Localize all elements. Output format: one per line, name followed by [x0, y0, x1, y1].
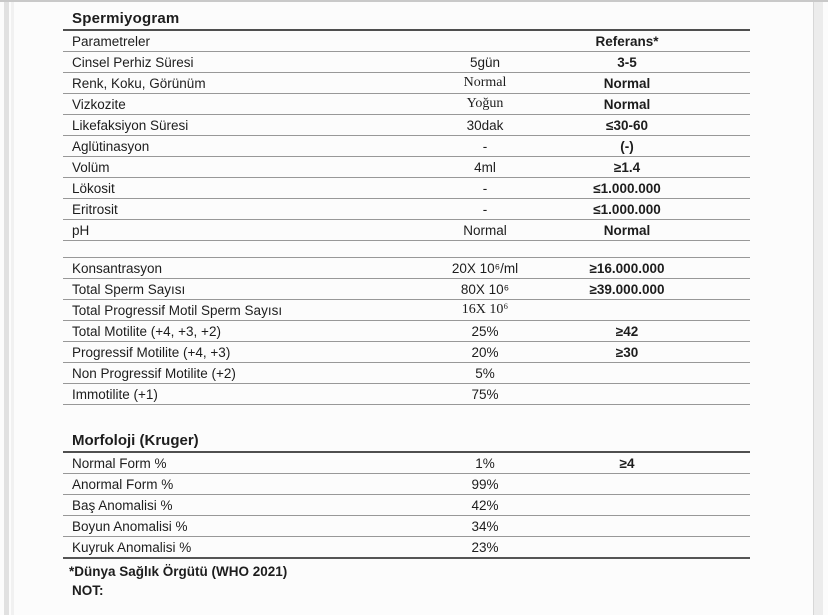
- table-header-row: [63, 31, 750, 52]
- reference-value: ≤1.000.000: [593, 201, 661, 217]
- table-row: [63, 321, 750, 342]
- table-row: [63, 363, 750, 384]
- reference-value: ≥16.000.000: [589, 260, 665, 276]
- table-row: [63, 157, 750, 178]
- param-label: Immotilite (+1): [72, 386, 158, 402]
- result-value: -: [482, 138, 488, 154]
- table-row: [63, 52, 750, 73]
- result-value: Normal: [463, 222, 507, 238]
- page-right-edge-2: [814, 2, 823, 615]
- note-label: NOT:: [72, 583, 104, 598]
- result-value: 20X 10⁶/ml: [451, 260, 519, 276]
- param-label: Kuyruk Anomalisi %: [72, 539, 192, 555]
- result-value: 1%: [475, 455, 495, 471]
- table-row: [63, 342, 750, 363]
- column-header-parameter: Parametreler: [72, 33, 151, 49]
- result-value: 80X 10⁶: [460, 281, 510, 297]
- table-row: [63, 258, 750, 279]
- result-value: Normal: [463, 75, 507, 90]
- reference-value: 3-5: [617, 54, 637, 70]
- result-value: 30dak: [466, 117, 504, 133]
- result-value: 16X 10⁶: [461, 302, 509, 317]
- section-morphology-title: Morfoloji (Kruger): [63, 431, 750, 453]
- table-row: [63, 495, 750, 516]
- param-label: Cinsel Perhiz Süresi: [72, 54, 194, 70]
- param-label: Anormal Form %: [72, 476, 174, 492]
- table-row: [63, 220, 750, 241]
- param-label: Total Motilite (+4, +3, +2): [72, 323, 221, 339]
- table-row: [63, 115, 750, 136]
- result-value: 5gün: [469, 54, 501, 70]
- table-row: [63, 136, 750, 157]
- param-label: pH: [72, 222, 90, 238]
- result-value: -: [482, 201, 488, 217]
- result-value: 23%: [471, 539, 499, 555]
- reference-value: (-): [620, 138, 634, 154]
- param-label: Aglütinasyon: [72, 138, 150, 154]
- param-label: Total Sperm Sayısı: [72, 281, 186, 297]
- param-label: Volüm: [72, 159, 110, 175]
- param-label: Boyun Anomalisi %: [72, 518, 188, 534]
- reference-value: ≥30: [615, 344, 639, 360]
- section-general: [63, 52, 750, 241]
- param-label: Lökosit: [72, 180, 115, 196]
- result-value: 25%: [471, 323, 499, 339]
- result-value: 5%: [475, 365, 495, 381]
- param-label: Total Progressif Motil Sperm Sayısı: [72, 302, 283, 318]
- result-value: Yoğun: [466, 96, 504, 111]
- page-left-edge: [4, 2, 9, 615]
- param-label: Konsantrasyon: [72, 260, 163, 276]
- param-label: Vizkozite: [72, 96, 126, 112]
- table-row: [63, 279, 750, 300]
- reference-value: ≥39.000.000: [589, 281, 665, 297]
- table-row: [63, 384, 750, 405]
- report-title: Spermiyogram: [63, 8, 750, 31]
- report-table: [63, 8, 750, 600]
- param-label: Progressif Motilite (+4, +3): [72, 344, 231, 360]
- table-row: [63, 537, 750, 559]
- reference-value: ≥42: [615, 323, 639, 339]
- param-label: Renk, Koku, Görünüm: [72, 75, 206, 91]
- result-value: 20%: [471, 344, 499, 360]
- table-row: [63, 516, 750, 537]
- reference-value: ≤1.000.000: [593, 180, 661, 196]
- section-concentration-motility: [63, 257, 750, 405]
- reference-value: Normal: [603, 75, 651, 91]
- table-row: [63, 300, 750, 321]
- result-value: 4ml: [474, 159, 496, 175]
- result-value: 75%: [471, 386, 499, 402]
- result-value: 34%: [471, 518, 499, 534]
- page-left-edge-2: [11, 2, 14, 615]
- reference-value: ≥1.4: [613, 159, 641, 175]
- param-label: Eritrosit: [72, 201, 118, 217]
- table-row: [63, 199, 750, 220]
- reference-value: ≥4: [619, 455, 635, 471]
- reference-value: Normal: [603, 222, 651, 238]
- table-row: [63, 73, 750, 94]
- result-value: 99%: [471, 476, 499, 492]
- table-row: [63, 453, 750, 474]
- reference-value: ≤30-60: [606, 117, 648, 133]
- param-label: Normal Form %: [72, 455, 167, 471]
- column-header-reference: Referans*: [595, 33, 659, 49]
- table-row: [63, 94, 750, 115]
- param-label: Likefaksiyon Süresi: [72, 117, 189, 133]
- result-value: -: [482, 180, 488, 196]
- table-row: [63, 474, 750, 495]
- param-label: Non Progressif Motilite (+2): [72, 365, 236, 381]
- section-morphology: [63, 453, 750, 559]
- reference-value: Normal: [603, 96, 651, 112]
- result-value: 42%: [471, 497, 499, 513]
- table-row: [63, 178, 750, 199]
- who-footnote: *Dünya Sağlık Örgütü (WHO 2021): [69, 564, 288, 579]
- page-top-edge: [0, 0, 828, 2]
- param-label: Baş Anomalisi %: [72, 497, 173, 513]
